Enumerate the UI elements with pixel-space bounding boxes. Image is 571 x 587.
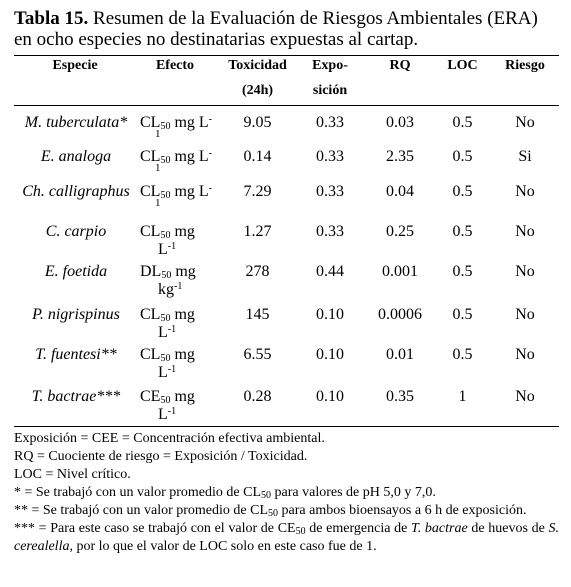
effect-cell <box>140 114 220 140</box>
effect-cell <box>140 346 220 382</box>
effect-unit-denominator: L <box>158 324 168 341</box>
effect-superscript: -1 <box>174 281 183 292</box>
species-name: C. carpio <box>45 223 107 240</box>
effect-unit: mg L <box>170 114 209 131</box>
effect-line1 <box>140 223 220 241</box>
effect-prefix: CL <box>140 223 161 240</box>
toxicity-value: 278 <box>245 263 270 280</box>
effect-line2 <box>140 324 220 342</box>
header-exposicion <box>300 58 360 99</box>
note-rq: RQ = Cuociente de riesgo = Exposición / Toxicidad. <box>14 449 308 464</box>
risk-value: No <box>515 263 535 280</box>
rq-value: 0.01 <box>386 346 414 363</box>
effect-exponent: 1 <box>155 197 161 209</box>
effect-superscript: -1 <box>167 241 177 252</box>
effect-superscript: -1 <box>167 406 177 417</box>
loc-value: 1 <box>458 388 467 405</box>
effect-prefix: CL <box>140 183 161 200</box>
effect-line1 <box>140 306 220 324</box>
effect-unit-denominator: kg <box>158 281 174 298</box>
toxicity-value: 145 <box>245 306 270 323</box>
effect-line1 <box>140 183 220 201</box>
effect-line1 <box>140 114 220 132</box>
effect-prefix: CE <box>140 388 161 405</box>
exposure-value: 0.10 <box>316 346 344 363</box>
header-toxicidad <box>220 58 295 99</box>
effect-cell <box>140 148 220 174</box>
toxicity-value: 0.14 <box>243 148 272 165</box>
effect-prefix: DL <box>140 263 162 280</box>
effect-line1 <box>140 346 220 364</box>
species-name: P. nigrispinus <box>32 306 120 323</box>
effect-exponent: 1 <box>155 162 161 174</box>
rq-value: 0.25 <box>386 223 414 240</box>
exposure-value: 0.10 <box>316 388 344 405</box>
rq-value: 2.35 <box>386 148 414 165</box>
note-asterisk-1-text-a: * = Se trabajó con un valor promedio de CL <box>14 485 262 500</box>
effect-unit: mg <box>170 223 195 240</box>
header-riesgo: Riesgo <box>505 58 545 73</box>
effect-prefix: CL <box>140 306 161 323</box>
loc-value: 0.5 <box>452 346 473 363</box>
effect-superscript: - <box>208 114 213 125</box>
note-asterisk-3-text-b: de emergencia de <box>305 521 411 536</box>
effect-subscript: 50 <box>160 190 171 201</box>
note-loc: LOC = Nivel crítico. <box>14 467 131 482</box>
loc-value: 0.5 <box>452 223 473 240</box>
loc-value: 0.5 <box>452 263 473 280</box>
rq-value: 0.03 <box>386 114 414 131</box>
header-toxicidad-line2: (24h) <box>241 83 274 98</box>
exposure-value: 0.10 <box>316 306 344 323</box>
note-asterisk-2 <box>14 502 559 520</box>
effect-unit: mg <box>170 388 195 405</box>
note-asterisk-3-species-1: T. bactrae <box>411 521 468 536</box>
effect-exponent: 1 <box>155 128 161 140</box>
note-asterisk-3-text-d: , por lo que el valor de LOC solo en este caso fue de 1. <box>69 539 377 554</box>
loc-value: 0.5 <box>452 114 473 131</box>
species-name: T. fuentesi** <box>35 346 117 363</box>
risk-value: Si <box>518 148 532 165</box>
effect-prefix: CL <box>140 114 161 131</box>
exposure-value: 0.33 <box>316 223 344 240</box>
effect-line1 <box>140 263 220 281</box>
note-asterisk-3 <box>14 520 559 556</box>
risk-value: No <box>515 306 535 323</box>
effect-prefix: CL <box>140 148 161 165</box>
rq-value: 0.04 <box>386 183 414 200</box>
risk-value: No <box>515 114 535 131</box>
note-asterisk-1-sub: 50 <box>261 490 272 501</box>
header-especie: Especie <box>52 58 98 73</box>
toxicity-value: 6.55 <box>243 346 272 363</box>
effect-unit: mg <box>171 263 196 280</box>
risk-value: No <box>515 346 535 363</box>
effect-unit-denominator: L <box>158 241 168 258</box>
note-asterisk-1 <box>14 484 559 502</box>
exposure-value: 0.44 <box>316 263 344 280</box>
effect-line1 <box>140 388 220 406</box>
effect-unit-denominator: L <box>158 406 168 423</box>
rq-value: 0.35 <box>386 388 414 405</box>
rq-value: 0.0006 <box>378 306 422 323</box>
effect-cell <box>140 306 220 342</box>
note-asterisk-3-text-a: *** = Para este caso se trabajó con el valor de CE <box>14 521 296 536</box>
effect-line2 <box>140 364 220 382</box>
effect-prefix: CL <box>140 346 161 363</box>
note-asterisk-2-text-a: ** = Se trabajó con un valor promedio de CL <box>14 503 269 518</box>
header-exposicion-line1: Expo- <box>312 58 348 73</box>
note-asterisk-2-sub: 50 <box>268 508 279 519</box>
effect-cell <box>140 388 220 424</box>
effect-line2 <box>140 406 220 424</box>
header-loc: LOC <box>447 58 478 73</box>
note-asterisk-3-species-2: S. cerealella <box>14 521 560 554</box>
species-name: E. analoga <box>40 148 112 165</box>
species-name: T. bactrae*** <box>31 388 121 405</box>
species-name: Ch. calligraphus <box>22 183 130 200</box>
risk-value: No <box>515 388 535 405</box>
header-exposicion-line2: sición <box>312 83 348 98</box>
effect-subscript: 50 <box>160 230 171 241</box>
note-asterisk-2-text-b: para ambos bioensayos a 6 h de exposición. <box>278 503 527 518</box>
loc-value: 0.5 <box>452 306 473 323</box>
loc-value: 0.5 <box>452 148 473 165</box>
risk-value: No <box>515 183 535 200</box>
effect-subscript: 50 <box>160 155 171 166</box>
loc-value: 0.5 <box>452 183 473 200</box>
effect-cell <box>140 263 220 299</box>
effect-subscript: 50 <box>160 395 171 406</box>
effect-unit-denominator: L <box>158 364 168 381</box>
effect-subscript: 50 <box>160 313 171 324</box>
effect-cell <box>140 183 220 209</box>
species-name: E. foetida <box>44 263 108 280</box>
effect-superscript: -1 <box>167 324 177 335</box>
table-notes <box>14 430 559 556</box>
effect-cell <box>140 223 220 259</box>
effect-superscript: -1 <box>167 364 177 375</box>
header-rq: RQ <box>389 58 411 73</box>
effect-superscript: - <box>208 148 213 159</box>
effect-subscript: 50 <box>160 121 171 132</box>
header-efecto: Efecto <box>155 58 195 73</box>
species-name: M. tuberculata* <box>24 114 128 131</box>
effect-subscript: 50 <box>160 353 171 364</box>
note-exposicion: Exposición = CEE = Concentración efectiva ambiental. <box>14 431 325 446</box>
note-asterisk-3-text-c: de huevos de <box>467 521 549 536</box>
exposure-value: 0.33 <box>316 114 344 131</box>
header-bottom-rule <box>14 105 559 106</box>
effect-line1 <box>140 148 220 166</box>
note-asterisk-1-text-b: para valores de pH 5,0 y 7,0. <box>271 485 436 500</box>
effect-unit: mg L <box>170 183 209 200</box>
effect-subscript: 50 <box>161 270 172 281</box>
toxicity-value: 7.29 <box>243 183 272 200</box>
effect-unit: mg <box>170 306 195 323</box>
effect-unit: mg <box>170 346 195 363</box>
note-asterisk-3-sub: 50 <box>295 526 306 537</box>
table-bottom-rule <box>14 426 559 427</box>
caption-label: Tabla 15. <box>14 8 89 29</box>
effect-unit: mg L <box>170 148 209 165</box>
exposure-value: 0.33 <box>316 148 344 165</box>
effect-line2 <box>140 241 220 259</box>
effect-superscript: - <box>208 183 213 194</box>
toxicity-value: 9.05 <box>243 114 272 131</box>
rq-value: 0.001 <box>382 263 418 280</box>
risk-value: No <box>515 223 535 240</box>
effect-line2 <box>140 281 220 299</box>
exposure-value: 0.33 <box>316 183 344 200</box>
toxicity-value: 1.27 <box>243 223 272 240</box>
toxicity-value: 0.28 <box>243 388 272 405</box>
top-rule <box>14 55 559 56</box>
caption-text: Resumen de la Evaluación de Riesgos Ambientales (ERA) en ocho especies no destinatarias expuestas al cartap. <box>14 8 538 50</box>
table-caption <box>14 8 559 50</box>
header-toxicidad-line1: Toxicidad <box>228 58 287 73</box>
